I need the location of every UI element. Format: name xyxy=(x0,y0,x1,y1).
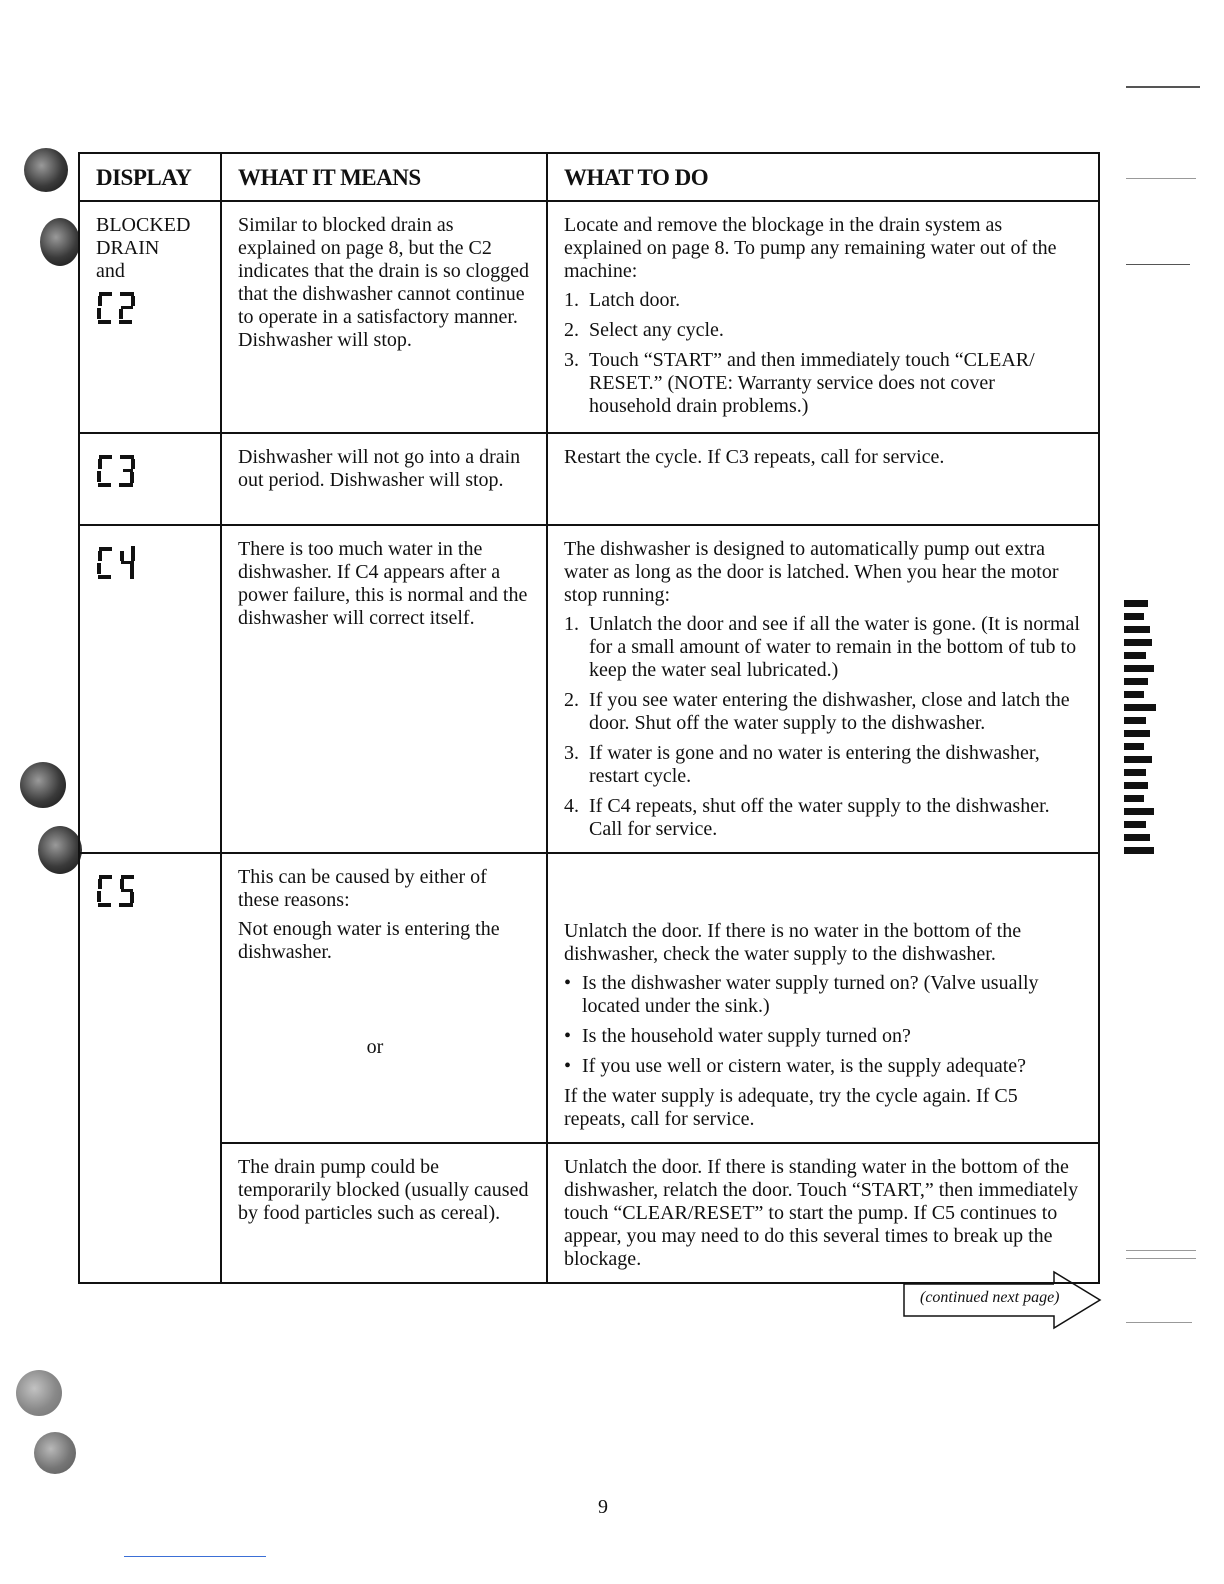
list-item: • If you use well or cistern water, is the supply adequate? xyxy=(564,1055,1080,1078)
todo-text: If the water supply is adequate, try the cycle again. If C5 repeats, call for service. xyxy=(564,1085,1018,1130)
list-item: 1. Latch door. xyxy=(564,289,681,311)
display-cell xyxy=(79,433,221,525)
list-item: 1. Unlatch the door and see if all the water is gone. (It is normal for a small amount of water to remain in the bottom of tub to keep the water seal lubricated.) xyxy=(564,613,1080,681)
todo-steps xyxy=(564,289,1080,418)
display-cell xyxy=(79,853,221,1283)
display-label: and xyxy=(96,260,125,282)
header-display: DISPLAY xyxy=(79,153,221,201)
table-row xyxy=(79,525,1099,853)
todo-cell: Restart the cycle. If C3 repeats, call for service. xyxy=(547,433,1099,525)
header-what-it-means: WHAT IT MEANS xyxy=(221,153,547,201)
binder-hole-mark xyxy=(38,826,82,874)
todo-intro: The dishwasher is designed to automatically pump out extra water as long as the door is latched. When you hear the motor stop running: xyxy=(564,538,1059,606)
table-row xyxy=(79,433,1099,525)
means-cell: The drain pump could be temporarily blocked (usually caused by food particles such as cereal). xyxy=(221,1143,547,1283)
binder-hole-mark xyxy=(34,1432,76,1474)
list-item: 2. If you see water entering the dishwasher, close and latch the door. Shut off the water supply to the dishwasher. xyxy=(564,689,1070,734)
c2-display-code-icon xyxy=(96,287,220,327)
means-cell: There is too much water in the dishwasher. If C4 appears after a power failure, this is normal and the dishwasher will correct itself. xyxy=(221,525,547,853)
scan-bar-marks xyxy=(1124,600,1164,860)
todo-intro: Locate and remove the blockage in the drain system as explained on page 8. To pump any remaining water out of the machine: xyxy=(564,214,1057,282)
list-item: 2. Select any cycle. xyxy=(564,319,724,341)
binder-hole-mark xyxy=(16,1370,62,1416)
binder-hole-mark xyxy=(20,762,66,808)
binder-hole-mark xyxy=(40,218,80,266)
table-row xyxy=(79,853,1099,1143)
list-item: • Is the dishwasher water supply turned on? (Valve usually located under the sink.) xyxy=(564,972,1080,1018)
todo-steps xyxy=(564,613,1080,841)
means-intro: This can be caused by either of these reasons: xyxy=(238,866,487,911)
list-item: • Is the household water supply turned on? xyxy=(564,1025,1080,1048)
display-label: DRAIN xyxy=(96,237,160,259)
todo-cell xyxy=(547,853,1099,1143)
continued-next-page-arrow xyxy=(902,1270,1102,1330)
header-what-to-do: WHAT TO DO xyxy=(547,153,1099,201)
todo-cell xyxy=(547,525,1099,853)
page-number: 9 xyxy=(598,1496,608,1518)
binder-hole-mark xyxy=(24,148,68,192)
c3-display-code-icon xyxy=(96,450,220,490)
table-header-row xyxy=(79,153,1099,201)
table-row xyxy=(79,1143,1099,1283)
means-reason: Not enough water is entering the dishwasher. xyxy=(238,918,500,963)
error-code-table xyxy=(78,152,1100,1284)
c5-display-code-icon xyxy=(96,870,220,910)
footer-rule xyxy=(124,1556,266,1557)
todo-text: Unlatch the door. If there is no water in the bottom of the dishwasher, check the water supply to the dishwasher. xyxy=(564,920,1022,965)
todo-cell xyxy=(547,201,1099,433)
todo-cell: Unlatch the door. If there is standing water in the bottom of the dishwasher, relatch the door. Touch “START,” then immediately touch “CLEAR/RESET” to start the pump. If C5 continues to appear, you may need to do this several times to break up the blockage. xyxy=(547,1143,1099,1283)
or-separator: or xyxy=(366,1036,384,1058)
list-item: 3. Touch “START” and then immediately touch “CLEAR/ RESET.” (NOTE: Warranty service does not cover household drain problems.) xyxy=(564,349,1035,417)
table-row xyxy=(79,201,1099,433)
display-cell xyxy=(79,201,221,433)
display-cell xyxy=(79,525,221,853)
list-item: 3. If water is gone and no water is entering the dishwasher, restart cycle. xyxy=(564,742,1040,787)
means-cell: Similar to blocked drain as explained on page 8, but the C2 indicates that the drain is so clogged that the dishwasher cannot continue to operate in a satisfactory manner. Dishwasher will stop. xyxy=(221,201,547,433)
list-item: 4. If C4 repeats, shut off the water supply to the dishwasher. Call for service. xyxy=(564,795,1050,840)
todo-checklist xyxy=(564,972,1080,1078)
means-cell xyxy=(221,853,547,1143)
c4-display-code-icon xyxy=(96,542,220,582)
display-label: BLOCKED xyxy=(96,214,191,236)
continued-label: (continued next page) xyxy=(920,1289,1060,1306)
means-cell: Dishwasher will not go into a drain out period. Dishwasher will stop. xyxy=(221,433,547,525)
